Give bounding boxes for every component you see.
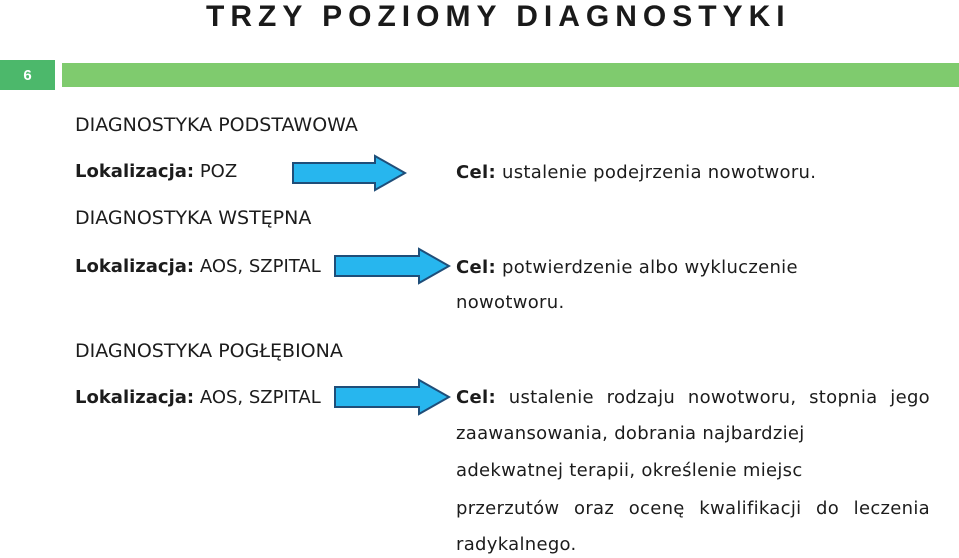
level-3-heading: DIAGNOSTYKA POGŁĘBIONA (75, 340, 343, 362)
level-3-goal-line-5: radykalnego. (456, 534, 577, 555)
goal-text: potwierdzenie albo wykluczenie (496, 257, 798, 278)
goal-text: ustalenie podejrzenia nowotworu. (496, 162, 817, 183)
arrow-right-icon (333, 378, 451, 416)
header-band (62, 63, 959, 87)
level-3-goal-line-4: przerzutów oraz ocenę kwalifikacji do leczenia (456, 498, 930, 519)
location-label: Lokalizacja: (75, 387, 195, 408)
level-1-heading: DIAGNOSTYKA PODSTAWOWA (75, 114, 358, 136)
location-label: Lokalizacja: (75, 161, 195, 182)
level-3-goal-line-1 (456, 387, 930, 408)
level-2-heading: DIAGNOSTYKA WSTĘPNA (75, 207, 312, 229)
arrow-right-icon (291, 154, 407, 192)
location-value: AOS, SZPITAL (194, 256, 321, 277)
slide-title: TRZY POZIOMY DIAGNOSTYKI (206, 0, 791, 33)
goal-text: ustalenie rodzaju nowotworu, stopnia jego (496, 387, 930, 408)
goal-label: Cel: (456, 387, 496, 408)
level-3-location (75, 387, 321, 408)
goal-label: Cel: (456, 257, 496, 278)
level-1-location (75, 161, 237, 182)
goal-label: Cel: (456, 162, 496, 183)
level-2-goal-line-1 (456, 257, 798, 278)
location-label: Lokalizacja: (75, 256, 195, 277)
level-2-goal-line-2: nowotworu. (456, 292, 565, 313)
level-3-goal-line-2: zaawansowania, dobrania najbardziej (456, 423, 805, 444)
location-value: POZ (194, 161, 238, 182)
level-2-location (75, 256, 321, 277)
location-value: AOS, SZPITAL (194, 387, 321, 408)
slide-number: 6 (0, 60, 55, 90)
arrow-right-icon (333, 247, 451, 285)
level-1-goal (456, 162, 816, 183)
level-3-goal-line-3: adekwatnej terapii, określenie miejsc (456, 460, 803, 481)
